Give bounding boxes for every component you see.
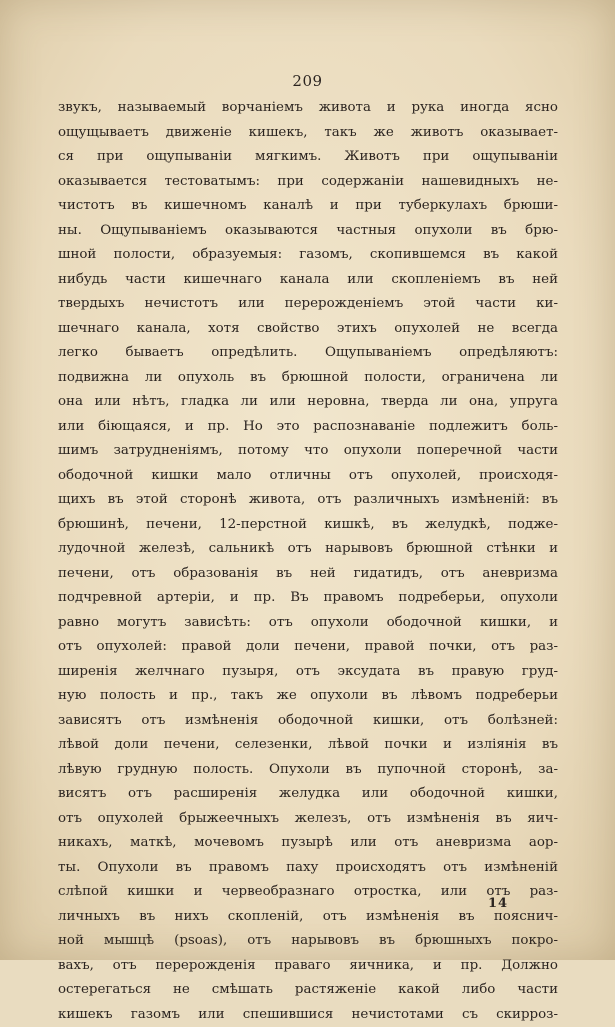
- text-line: остерегаться не смѣшать растяженіе какой либо части: [58, 978, 558, 1003]
- text-line: оказывается тестоватымъ: при содержаніи нашевидныхъ не-: [58, 170, 558, 195]
- text-line: ся при ощупываніи мягкимъ. Животъ при ощупываніи: [58, 145, 558, 170]
- text-line: личныхъ въ нихъ скопленій, отъ измѣненія въ пояснич-: [58, 905, 558, 930]
- text-line: твердыхъ нечистотъ или перерожденіемъ этой части ки-: [58, 292, 558, 317]
- text-line: ощущываетъ движеніе кишекъ, такъ же животъ оказывает-: [58, 121, 558, 146]
- text-line: шечнаго канала, хотя свойство этихъ опухолей не всегда: [58, 317, 558, 342]
- text-line: ную полость и пр., такъ же опухоли въ лѣвомъ подреберьи: [58, 684, 558, 709]
- text-line: висятъ отъ расширенія желудка или ободочной кишки,: [58, 782, 558, 807]
- text-line: нибудь части кишечнаго канала или скопленіемъ въ ней: [58, 268, 558, 293]
- text-line: слѣпой кишки и червеобразнаго отростка, или отъ раз-: [58, 880, 558, 905]
- text-line: чистотъ въ кишечномъ каналѣ и при туберкулахъ брюши-: [58, 194, 558, 219]
- text-line: легко бываетъ опредѣлить. Ощупываніемъ опредѣляютъ:: [58, 341, 558, 366]
- text-line: кишекъ газомъ или спешившися нечистотами съ скирроз-: [58, 1003, 558, 1027]
- text-line: ширенія желчнаго пузыря, отъ эксудата въ правую груд-: [58, 660, 558, 685]
- text-line: ны. Ощупываніемъ оказываются частныя опухоли въ брю-: [58, 219, 558, 244]
- text-line: брюшинѣ, печени, 12-перстной кишкѣ, въ желудкѣ, подже-: [58, 513, 558, 538]
- text-line: подчревной артеріи, и пр. Въ правомъ подреберьи, опухоли: [58, 586, 558, 611]
- text-line: отъ опухолей брыжеечныхъ железъ, отъ измѣненія въ яич-: [58, 807, 558, 832]
- text-line: зависятъ отъ измѣненія ободочной кишки, отъ болѣзней:: [58, 709, 558, 734]
- text-line: шимъ затрудненіямъ, потому что опухоли поперечной части: [58, 439, 558, 464]
- text-line: подвижна ли опухоль въ брюшной полости, ограничена ли: [58, 366, 558, 391]
- text-line: щихъ въ этой сторонѣ живота, отъ различныхъ измѣненій: въ: [58, 488, 558, 513]
- signature-mark: 14: [488, 896, 508, 911]
- text-line: ты. Опухоли въ правомъ паху происходятъ отъ измѣненій: [58, 856, 558, 881]
- text-line: лѣвой доли печени, селезенки, лѣвой почки и изліянія въ: [58, 733, 558, 758]
- text-line: равно могутъ зависѣть: отъ опухоли ободочной кишки, и: [58, 611, 558, 636]
- page-number: 209: [0, 72, 615, 90]
- text-line: вахъ, отъ перерожденія праваго яичника, и пр. Должно: [58, 954, 558, 979]
- text-line: лѣвую грудную полость. Опухоли въ пупочной сторонѣ, за-: [58, 758, 558, 783]
- body-text: [58, 96, 558, 1027]
- text-line: или біющаяся, и пр. Но это распознаваніе подлежитъ боль-: [58, 415, 558, 440]
- text-line: она или нѣтъ, гладка ли или неровна, тверда ли она, упруга: [58, 390, 558, 415]
- text-line: отъ опухолей: правой доли печени, правой почки, отъ раз-: [58, 635, 558, 660]
- text-line: печени, отъ образованія въ ней гидатидъ, отъ аневризма: [58, 562, 558, 587]
- text-line: лудочной железѣ, сальникѣ отъ нарывовъ брюшной стѣнки и: [58, 537, 558, 562]
- text-line: шной полости, образуемыя: газомъ, скопившемся въ какой: [58, 243, 558, 268]
- text-line: звукъ, называемый ворчаніемъ живота и рука иногда ясно: [58, 96, 558, 121]
- text-line: ободочной кишки мало отличны отъ опухолей, происходя-: [58, 464, 558, 489]
- text-line: никахъ, маткѣ, мочевомъ пузырѣ или отъ аневризма аор-: [58, 831, 558, 856]
- text-line: ной мышцѣ (psoas), отъ нарывовъ въ брюшныхъ покро-: [58, 929, 558, 954]
